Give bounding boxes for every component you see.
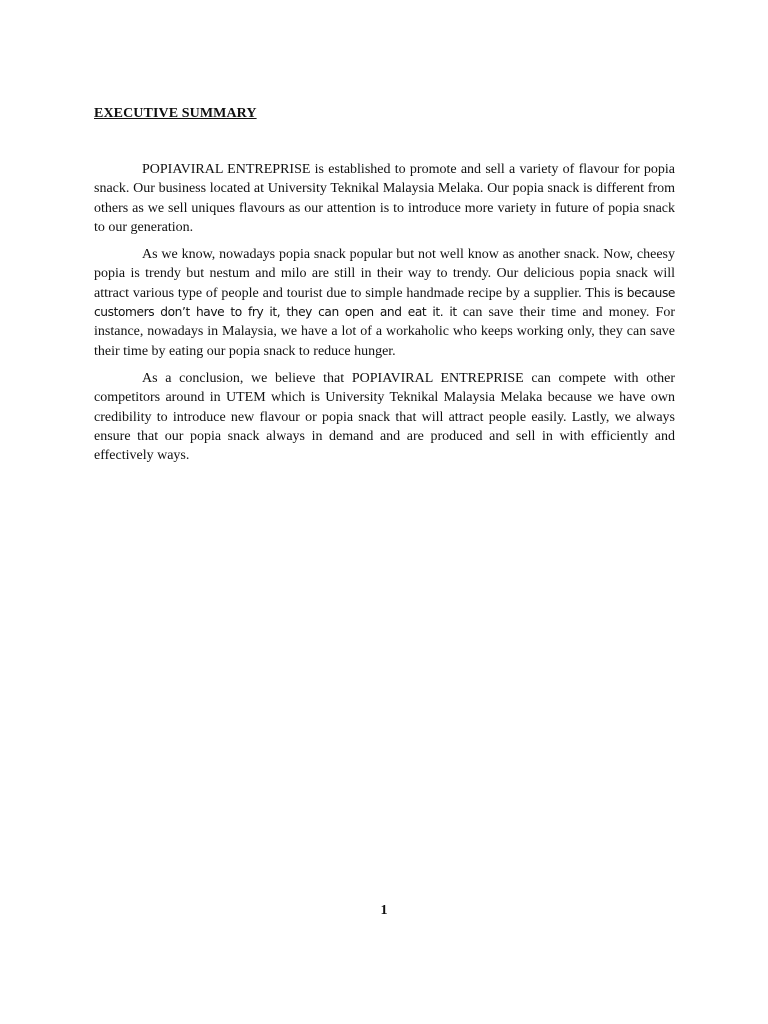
executive-summary-heading: EXECUTIVE SUMMARY	[94, 106, 257, 121]
paragraph-market-inserted-text: is because customers don’t have to fry it, they can open and eat it. it	[94, 285, 675, 320]
page-number: 1	[380, 903, 388, 918]
paragraph-market	[94, 245, 675, 361]
paragraph-conclusion: As a conclusion, we believe that POPIAVIRAL ENTREPRISE can compete with other competitors around in UTEM which is University Teknikal Malaysia Melaka because we have own credibility to introduce new flavour or popia snack that will attract people easily. Lastly, we always ensure that our popia snack always in demand and are produced and sell in with efficiently and effectively ways.	[94, 370, 675, 464]
summary-body	[94, 160, 675, 473]
paragraph-market-start: As we know, nowadays popia snack popular but not well know as another snack. Now, cheesy popia is trendy but nestum and milo are still in their way to trendy. Our delicious popia snack will attract various type of people and tourist due to simple handmade recipe by a supplier. This	[94, 247, 675, 301]
paragraph-market-end: can save their time and money. For instance, nowadays in Malaysia, we have a lot of a workaholic who keeps working only, they can save their time by eating our popia snack to reduce hunger.	[94, 305, 676, 359]
paragraph-intro: POPIAVIRAL ENTREPRISE is established to promote and sell a variety of flavour for popia snack. Our business located at University Teknikal Malaysia Melaka. Our popia snack is different from others as we sell uniques flavours as our attention is to introduce more variety in future of popia snack to our generation.	[94, 162, 675, 235]
